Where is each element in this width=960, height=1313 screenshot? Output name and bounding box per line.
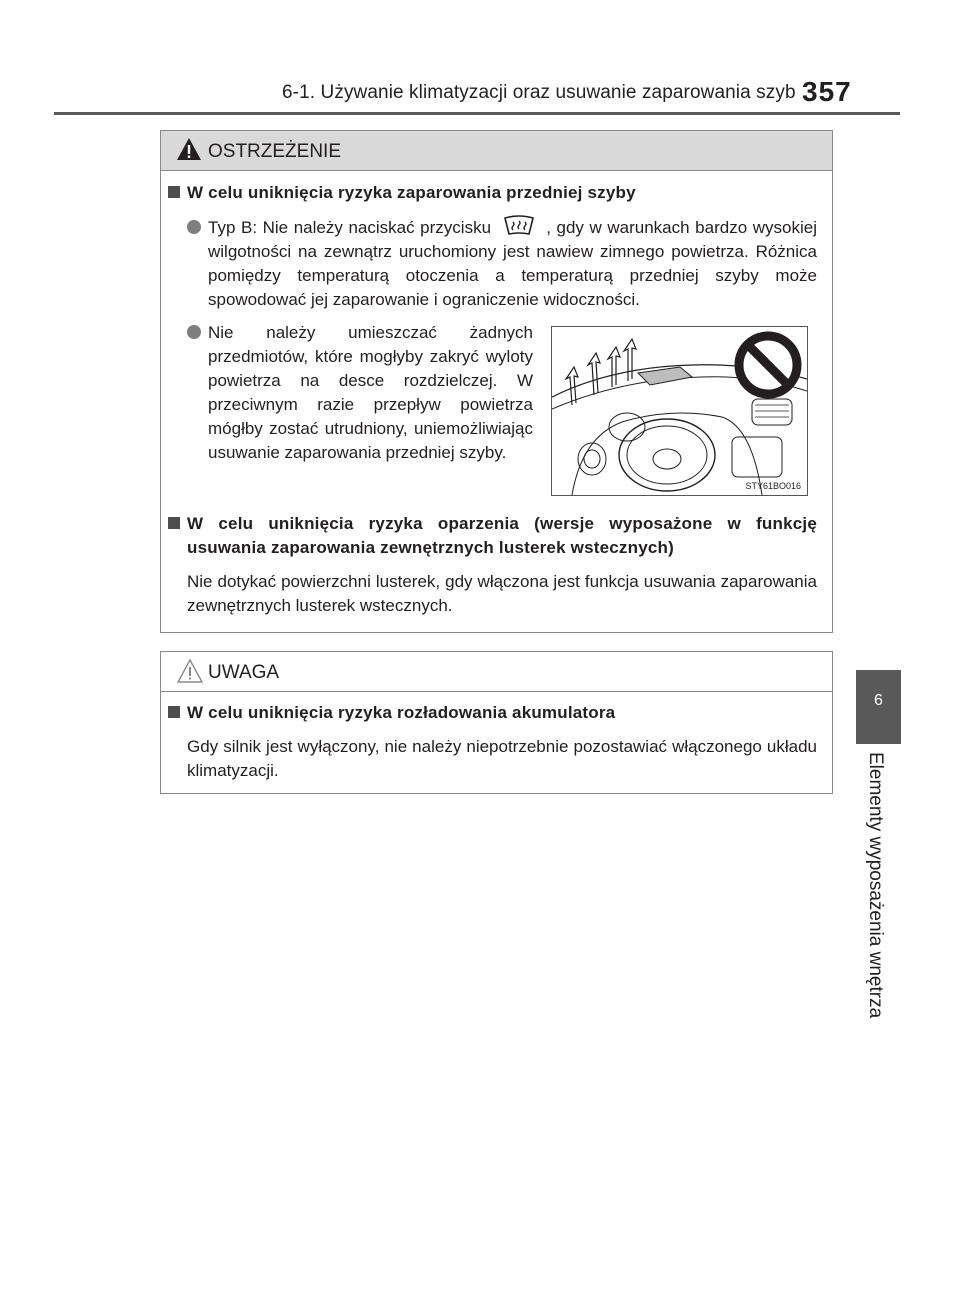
chapter-number: 6 xyxy=(874,692,883,709)
chapter-tab xyxy=(856,670,901,744)
bullet-defroster-text-end: , gdy w warunkach bardzo wysokiej wilgotności na zewnątrz uruchomiony jest nawiew zimnego powietrza. Różnica pomiędzy temperaturą otoczenia a temperaturą przedniej szyby może spowodować jej zaparowanie i ograniczenie widoczności. xyxy=(208,218,817,309)
bullet-vents-text: Nie należy umieszczać żadnych przedmiotów, które mogłyby zakryć wyloty powietrza na desce rozdzielczej. W przeciwnym razie przepływ powietrza mógłby zostać utrudniony, uniemożliwiając usuwanie zaparowania przedniej szyby. xyxy=(208,323,533,462)
section-burns-text: Nie dotykać powierzchni lusterek, gdy włączona jest funkcja usuwania zaparowania zewnętrznych lusterek wstecznych. xyxy=(187,572,817,615)
section-battery-text: Gdy silnik jest wyłączony, nie należy niepotrzebnie pozostawiać włączonego układu klimatyzacji. xyxy=(187,737,817,780)
chapter-label-container xyxy=(856,752,901,1052)
page-number: 357 xyxy=(802,76,852,107)
illustration-code: STY61BO016 xyxy=(745,481,801,491)
bullet-dot xyxy=(187,325,201,339)
notice-header xyxy=(161,652,832,692)
warning-header xyxy=(161,131,832,171)
section-marker xyxy=(168,706,180,718)
header-divider xyxy=(54,112,900,115)
bullet-defroster-text xyxy=(208,215,817,312)
section-marker xyxy=(168,186,180,198)
section-heading-battery: W celu uniknięcia ryzyka rozładowania akumulatora xyxy=(187,703,616,722)
bullet-dot xyxy=(187,220,201,234)
prohibited-sign-icon xyxy=(734,331,802,399)
section-marker xyxy=(168,517,180,529)
section-heading-fogging: W celu uniknięcia ryzyka zaparowania przedniej szyby xyxy=(187,183,636,202)
section-heading-burns: W celu uniknięcia ryzyka oparzenia (wersje wyposażone w funkcję usuwania zaparowania zewnętrznych lusterek wstecznych) xyxy=(187,514,817,557)
windshield-defroster-icon xyxy=(497,215,541,237)
warning-triangle-outline-icon xyxy=(176,658,204,684)
notice-title: UWAGA xyxy=(208,662,280,683)
dashboard-illustration xyxy=(551,326,808,496)
bullet-defroster-text-start: Typ B: Nie należy naciskać przycisku xyxy=(208,218,492,237)
chapter-label: Elementy wyposażenia wnętrza xyxy=(865,752,886,1019)
section-title: 6-1. Używanie klimatyzacji oraz usuwanie zaparowania szyb xyxy=(282,82,796,103)
warning-triangle-filled-icon xyxy=(176,137,202,161)
warning-title: OSTRZEŻENIE xyxy=(208,141,342,162)
